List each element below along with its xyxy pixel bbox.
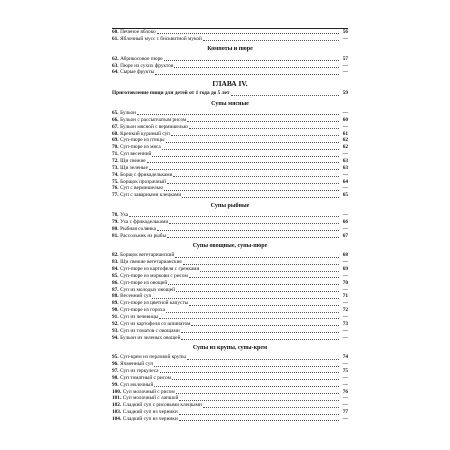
entry-number: 92. [112, 320, 119, 327]
dot-leader [167, 179, 339, 184]
toc-entry [112, 226, 348, 233]
entry-title: Сладкий суп из черники [122, 415, 178, 422]
entry-number: 81. [112, 232, 119, 239]
dot-leader [173, 172, 339, 177]
section-heading: Супы из крупы, супы-крем [192, 344, 268, 351]
entry-title: Суп из картофеля со шпинатом [120, 320, 191, 327]
entry-number: 98. [112, 374, 119, 381]
entry-title: Пюре из сухих фруктов [120, 62, 174, 69]
toc-entry [112, 63, 348, 70]
entry-number: 70. [112, 144, 119, 151]
toc-entry [112, 335, 348, 342]
entry-number: 89. [112, 300, 119, 307]
entry-page: 66 [342, 218, 348, 225]
toc-block-grain-soups [112, 354, 348, 422]
chapter-title: Приготовление пищи для детей от 1 года до 5 лет [112, 90, 230, 97]
entry-page: — [342, 286, 348, 293]
entry-number: 96. [112, 361, 119, 368]
dot-leader [189, 273, 339, 278]
dot-leader [157, 226, 339, 231]
entry-page: — [342, 327, 348, 334]
dot-leader [137, 110, 339, 115]
entry-title: Борщ с фрикадельками [120, 171, 173, 178]
entry-page: 77 [342, 409, 348, 416]
entry-number: 73. [112, 164, 119, 171]
entry-number: 90. [112, 307, 119, 314]
entry-number: 102. [112, 402, 122, 409]
toc-entry [112, 110, 348, 117]
entry-number: 78. [112, 212, 119, 219]
section-heading: Компоты и пюре [207, 46, 253, 53]
toc-entry [112, 307, 348, 314]
dot-leader [157, 29, 339, 34]
toc-entry [112, 56, 348, 63]
toc-entry [112, 117, 348, 124]
entry-title: Суп из чечевицы [120, 314, 159, 320]
dot-leader [200, 267, 339, 272]
dot-leader [149, 165, 339, 170]
entry-page: — [342, 171, 348, 178]
entry-page: 70 [342, 279, 348, 286]
entry-number: 100. [112, 388, 122, 395]
toc-block-fish-soups [112, 212, 348, 239]
entry-page: — [342, 123, 348, 130]
dot-leader [189, 124, 339, 129]
dot-leader [164, 56, 339, 61]
entry-page: — [342, 314, 348, 320]
entry-page: — [342, 381, 348, 388]
entry-number: 91. [112, 314, 119, 320]
entry-page: — [342, 110, 348, 117]
dot-leader [152, 152, 339, 157]
entry-number: 95. [112, 354, 119, 361]
entry-title: Суп-пюре из моркови с рисом [120, 272, 188, 279]
dot-leader [129, 212, 339, 217]
entry-number: 80. [112, 225, 119, 232]
entry-number: 93. [112, 327, 119, 334]
dot-leader [181, 335, 339, 340]
entry-page: — [342, 402, 348, 409]
toc-entry [112, 402, 348, 409]
toc-block-veg-soups [112, 252, 348, 341]
entry-number: 97. [112, 368, 119, 375]
entry-title: Печеное яблоко [120, 29, 156, 35]
entry-number: 63. [112, 62, 119, 69]
dot-leader [182, 193, 339, 198]
dot-leader [171, 131, 339, 136]
entry-number: 66. [112, 116, 119, 123]
entry-title: Рассольник из рыбы [120, 232, 167, 239]
entry-number: 74. [112, 171, 119, 178]
entry-title: Суп-пюре из птицы [120, 137, 165, 144]
entry-page: — [342, 35, 348, 42]
section-heading: Супы рыбные [210, 202, 250, 209]
entry-number: 62. [112, 55, 119, 62]
entry-title: Суп томатный с рисом [120, 374, 171, 381]
dot-leader [164, 186, 339, 191]
dot-leader [203, 403, 339, 408]
toc-entry [112, 137, 348, 144]
entry-page: — [342, 395, 348, 402]
entry-page: 61 [342, 130, 348, 137]
dot-leader [162, 145, 339, 150]
toc-entry [112, 395, 348, 402]
entry-title: Суп-пюре из гороха [120, 307, 165, 314]
toc-entry [112, 273, 348, 280]
dot-leader [191, 321, 339, 326]
entry-page: — [342, 334, 348, 341]
toc-entry [112, 158, 348, 165]
toc-entry [112, 151, 348, 158]
entry-page: 71 [342, 293, 348, 300]
entry-page: 64 [342, 178, 348, 185]
entry-number: 68. [112, 130, 119, 137]
dot-leader [181, 328, 339, 333]
entry-number: 94. [112, 334, 119, 341]
toc-entry [112, 29, 348, 36]
dot-leader [166, 308, 339, 313]
toc-entry [112, 185, 348, 192]
entry-page: 62 [342, 144, 348, 151]
toc-entry [112, 300, 348, 307]
entry-page: 62 [342, 137, 348, 144]
entry-title: Бульон с рассыпчатым рисом [120, 116, 187, 123]
entry-title: Уха [120, 212, 129, 219]
toc-entry [112, 314, 348, 321]
entry-title: Суп из молодых овощей [120, 286, 175, 293]
entry-page: — [342, 259, 348, 266]
entry-number: 104. [112, 415, 122, 422]
entry-number: 82. [112, 252, 119, 259]
toc-entry [112, 259, 348, 266]
toc-entry [112, 233, 348, 240]
entry-page: 69 [342, 266, 348, 273]
entry-page: 60 [342, 116, 348, 123]
entry-title: Весенний суп [120, 293, 152, 300]
entry-number: 67. [112, 123, 119, 130]
entry-title: Суп из геркулеса [120, 368, 159, 375]
entry-title: Суп-пюре из овощей [120, 279, 168, 286]
toc-entry [112, 287, 348, 294]
dot-leader [172, 375, 339, 380]
section-heading: Супы мясные [211, 100, 249, 107]
entry-number: 65. [112, 110, 119, 117]
entry-page: — [342, 185, 348, 192]
entry-number: 76. [112, 185, 119, 192]
entry-title: Суп из томатов с овощами [120, 327, 180, 334]
entry-page: 59 [342, 90, 348, 97]
entry-number: 69. [112, 137, 119, 144]
entry-title: Абрикосовое пюре [120, 55, 163, 62]
dot-leader [167, 233, 339, 238]
entry-title: Суп с заварными клецками [120, 192, 182, 199]
entry-page: 67 [342, 232, 348, 239]
dot-leader [155, 70, 339, 75]
entry-number: 103. [112, 409, 122, 416]
dot-leader [176, 287, 339, 292]
dot-leader [147, 158, 339, 163]
dot-leader [160, 368, 340, 373]
entry-page: — [342, 300, 348, 307]
entry-title: Сладкий суп с рисовыми клецками [122, 402, 202, 409]
chapter-heading: ГЛАВА IV. [212, 79, 248, 89]
toc-block-meat-soups [112, 110, 348, 199]
dot-leader [169, 219, 339, 224]
entry-page: 68 [342, 252, 348, 259]
toc-block-baked [112, 29, 348, 43]
entry-title: Бульон [120, 110, 136, 117]
dot-leader [154, 382, 339, 387]
toc-entry [112, 131, 348, 138]
entry-page: — [342, 374, 348, 381]
entry-title: Рыбная солянка [120, 225, 156, 232]
dot-leader [189, 301, 339, 306]
entry-number: 64. [112, 69, 119, 76]
entry-page: 65 [342, 192, 348, 199]
entry-title: Уха с фрикадельками [120, 218, 169, 225]
entry-page: — [342, 151, 348, 158]
entry-title: Щи свежие [120, 157, 146, 164]
dot-leader [203, 36, 339, 41]
entry-page: 76 [342, 388, 348, 395]
toc-entry [112, 165, 348, 172]
entry-number: 101. [112, 395, 122, 402]
entry-title: Крепкий куриный суп [120, 130, 171, 137]
entry-page: — [342, 225, 348, 232]
entry-title: Суп с вермишелью [120, 185, 164, 192]
entry-title: Щи зеленые [120, 164, 148, 171]
entry-page: 72 [342, 307, 348, 314]
entry-number: 83. [112, 259, 119, 266]
entry-number: 85. [112, 272, 119, 279]
entry-number: 88. [112, 293, 119, 300]
entry-number: 86. [112, 279, 119, 286]
toc-entry [112, 179, 348, 186]
toc-entry [112, 124, 348, 131]
chapter-title-entry [112, 90, 348, 97]
dot-leader [231, 91, 339, 96]
entry-title: Борщок вегетарианский [120, 252, 175, 259]
dot-leader [187, 117, 339, 122]
entry-title: Борщок прозрачный [120, 178, 166, 185]
dot-leader [179, 410, 339, 415]
dot-leader [183, 260, 339, 265]
toc-entry [112, 172, 348, 179]
dot-leader [179, 416, 339, 421]
toc-entry [112, 293, 348, 300]
toc-block-compotes [112, 56, 348, 77]
toc-entry [112, 389, 348, 396]
entry-number: 71. [112, 151, 119, 158]
entry-page: 57 [342, 55, 348, 62]
entry-title: Суп молочный с рисом [122, 388, 175, 395]
dot-leader [152, 294, 339, 299]
toc-entry [112, 144, 348, 151]
dot-leader [175, 253, 339, 258]
toc-entry [112, 375, 348, 382]
entry-page: — [342, 415, 348, 422]
entry-number: 84. [112, 266, 119, 273]
toc-entry [112, 219, 348, 226]
toc-entry [112, 212, 348, 219]
entry-page: — [342, 69, 348, 76]
entry-title: Суп молочный [120, 381, 154, 388]
entry-title: Щи свежие вегетарианские [120, 259, 182, 266]
entry-title: Суп весенний [120, 151, 152, 158]
entry-page: 75 [342, 368, 348, 375]
entry-page: 74 [342, 354, 348, 361]
toc-entry [112, 69, 348, 76]
section-heading: Супы овощные, супы-пюре [192, 242, 268, 249]
dot-leader [187, 355, 339, 360]
dot-leader [159, 314, 339, 319]
toc-entry [112, 416, 348, 423]
entry-number: 87. [112, 286, 119, 293]
entry-title: Яблочный мусс с бисквитной мукой [120, 35, 202, 42]
entry-page: — [342, 361, 348, 368]
entry-page: 63 [342, 164, 348, 171]
entry-title: Бульон мясной с вермишелью [120, 123, 188, 130]
entry-title: Суп-крем из перловой крупы [120, 354, 186, 361]
entry-number: 77. [112, 192, 119, 199]
toc-entry [112, 354, 348, 361]
toc-entry [112, 321, 348, 328]
entry-title: Бульон из зеленых овощей [120, 334, 181, 341]
toc-entry [112, 192, 348, 199]
toc-entry [112, 280, 348, 287]
toc-entry [112, 266, 348, 273]
dot-leader [166, 138, 339, 143]
entry-page: — [342, 62, 348, 69]
table-of-contents [112, 28, 348, 423]
dot-leader [174, 63, 339, 68]
entry-page: — [342, 272, 348, 279]
toc-entry [112, 252, 348, 259]
entry-number: 99. [112, 381, 119, 388]
entry-page: 63 [342, 157, 348, 164]
toc-entry [112, 328, 348, 335]
entry-number: 75. [112, 178, 119, 185]
dot-leader [168, 280, 339, 285]
entry-page: 73 [342, 320, 348, 327]
toc-entry [112, 368, 348, 375]
entry-page: 56 [342, 29, 348, 35]
entry-title: Ячменный суп [120, 361, 154, 368]
entry-title: Суп молочный с лапшой [122, 395, 179, 402]
dot-leader [179, 396, 339, 401]
dot-leader [154, 362, 339, 367]
entry-title: Суп-пюре из цветной капусты [120, 300, 189, 307]
entry-page: — [342, 212, 348, 219]
entry-number: 61. [112, 35, 119, 42]
toc-entry [112, 382, 348, 389]
entry-title: Сладкий суп из черники [122, 409, 178, 416]
entry-number: 72. [112, 157, 119, 164]
entry-number: 60. [112, 29, 119, 35]
toc-entry [112, 409, 348, 416]
entry-number: 79. [112, 218, 119, 225]
entry-title: Суп-пюре из мяса [120, 144, 161, 151]
entry-title: Суп-пюре из картофеля с гренками [120, 266, 200, 273]
toc-entry [112, 36, 348, 43]
entry-title: Сырые фрукты [120, 69, 155, 76]
toc-entry [112, 361, 348, 368]
dot-leader [176, 389, 339, 394]
